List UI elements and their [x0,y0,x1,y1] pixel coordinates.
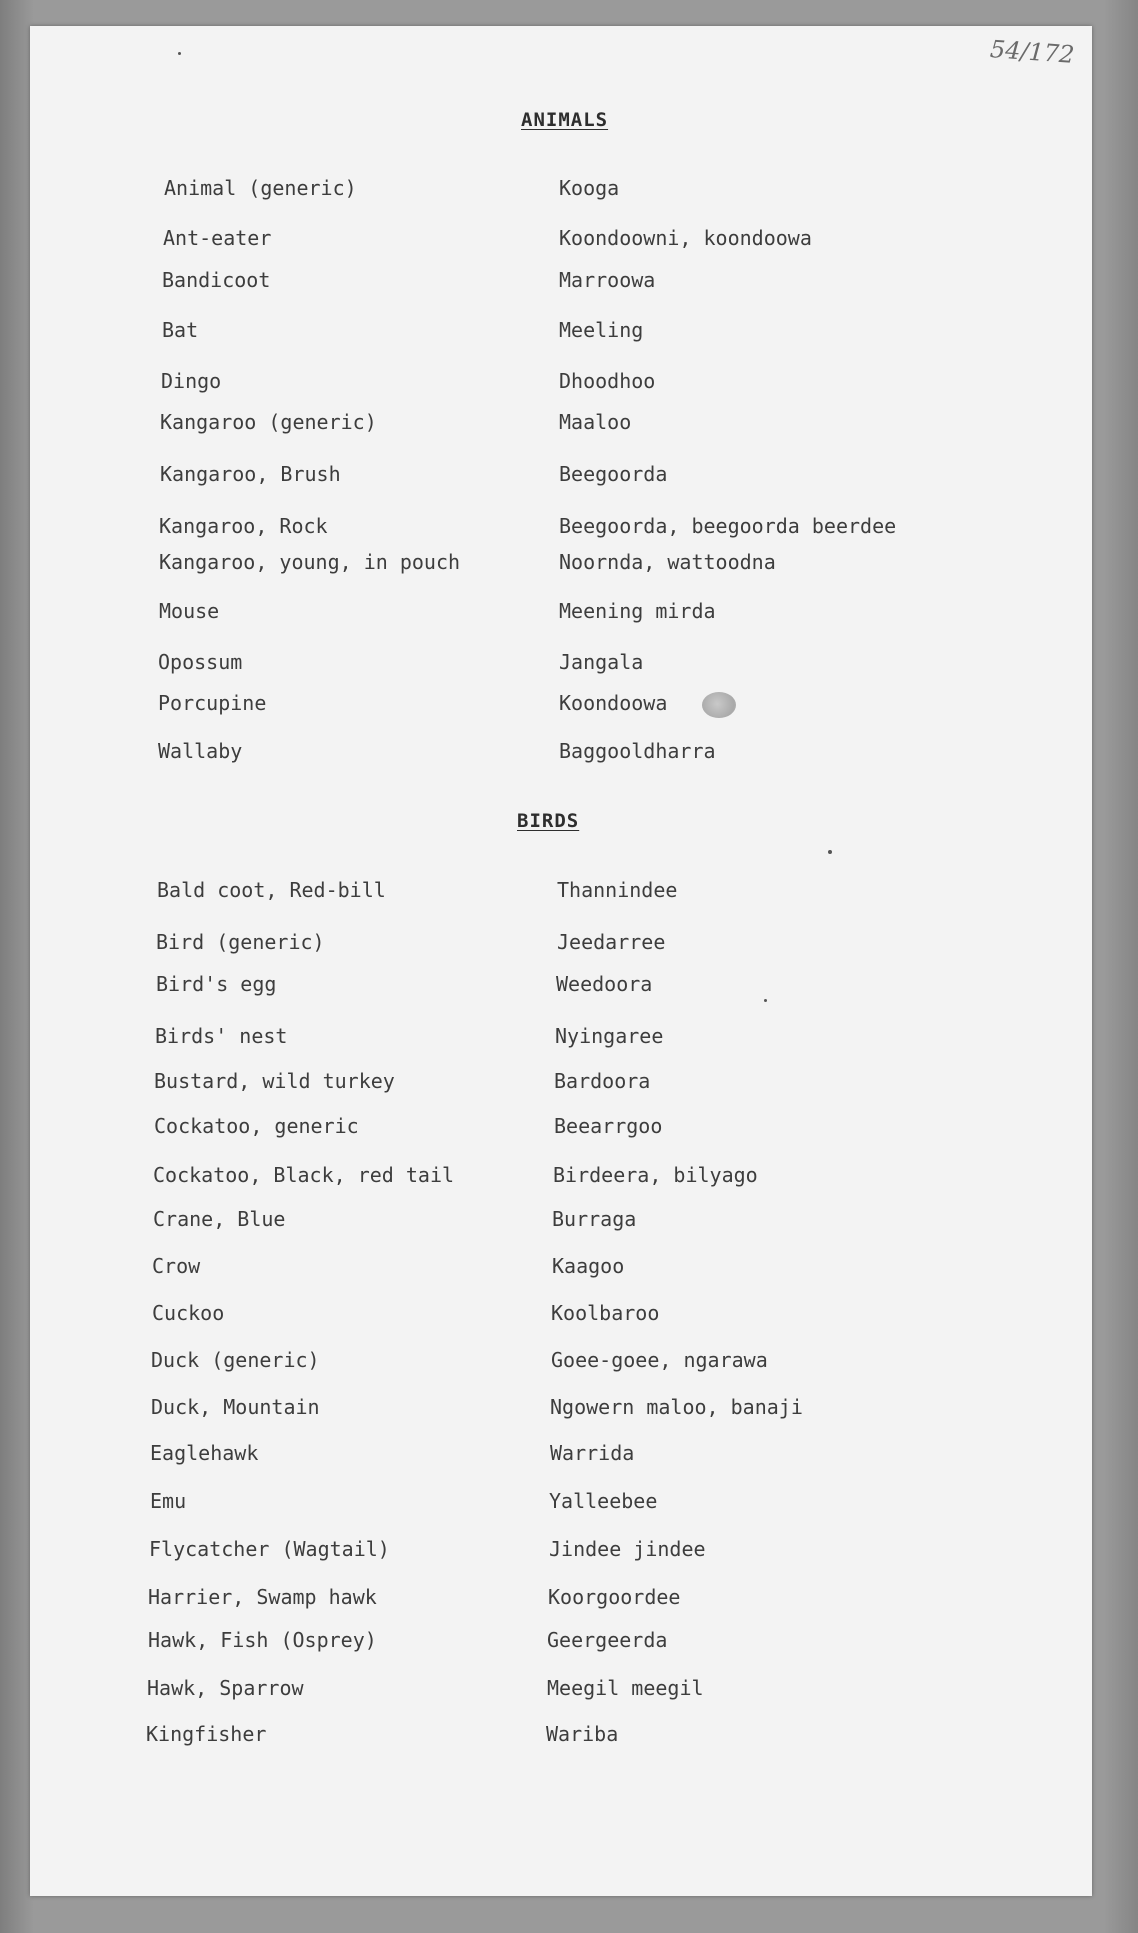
document-page [30,26,1092,1896]
aboriginal-term: Dhoodhoo [559,369,656,393]
folio-number: 54/172 [989,35,1076,69]
aboriginal-term: Beearrgoo [554,1114,663,1138]
section-heading-animals: ANIMALS [521,109,609,131]
aboriginal-term: Birdeera, bilyago [553,1163,758,1187]
list-item [30,1676,1092,1704]
english-term: Harrier, Swamp hawk [148,1585,377,1609]
aboriginal-term: Kooga [559,176,620,200]
list-item [30,1024,1092,1052]
english-term: Kangaroo, Rock [159,514,328,538]
list-item [30,268,1092,296]
english-term: Dingo [161,369,222,393]
list-item [30,1722,1092,1750]
list-item [30,1441,1092,1469]
aboriginal-term: Bardoora [554,1069,651,1093]
list-item [30,691,1092,719]
english-term: Cockatoo, Black, red tail [153,1163,455,1187]
english-term: Duck, Mountain [151,1395,320,1419]
english-term: Bustard, wild turkey [154,1069,395,1093]
english-term: Hawk, Sparrow [147,1676,304,1700]
english-term: Kangaroo (generic) [160,410,377,434]
english-term: Kangaroo, young, in pouch [159,550,461,574]
list-item [30,1585,1092,1613]
list-item [30,1254,1092,1282]
list-item [30,1301,1092,1329]
list-item [30,1207,1092,1235]
aboriginal-term: Noornda, wattoodna [559,550,776,574]
aboriginal-term: Yalleebee [549,1489,658,1513]
aboriginal-term: Nyingaree [555,1024,664,1048]
aboriginal-term: Goee-goee, ngarawa [551,1348,768,1372]
english-term: Duck (generic) [151,1348,320,1372]
list-item [30,176,1092,204]
aboriginal-term: Kaagoo [552,1254,625,1278]
english-term: Hawk, Fish (Osprey) [148,1628,377,1652]
list-item [30,739,1092,767]
english-term: Bat [162,318,199,342]
list-item [30,410,1092,438]
english-term: Emu [150,1489,187,1513]
list-item [30,599,1092,627]
english-term: Flycatcher (Wagtail) [149,1537,390,1561]
list-item [30,1537,1092,1565]
aboriginal-term: Jeedarree [557,930,666,954]
paper-speck [764,999,767,1002]
aboriginal-term: Koondoowa [559,691,668,715]
list-item [30,1395,1092,1423]
english-term: Kangaroo, Brush [160,462,341,486]
english-term: Crane, Blue [153,1207,286,1231]
english-term: Mouse [159,599,220,623]
section-heading-birds: BIRDS [517,810,580,832]
list-item [30,972,1092,1000]
english-term: Ant-eater [163,226,272,250]
aboriginal-term: Koorgoordee [548,1585,681,1609]
aboriginal-term: Meeling [559,318,644,342]
list-item [30,318,1092,346]
list-item [30,650,1092,678]
aboriginal-term: Jangala [559,650,644,674]
english-term: Cuckoo [152,1301,225,1325]
aboriginal-term: Maaloo [559,410,632,434]
list-item [30,462,1092,490]
list-item [30,1348,1092,1376]
aboriginal-term: Koolbaroo [551,1301,660,1325]
english-term: Wallaby [158,739,243,763]
list-item [30,1069,1092,1097]
aboriginal-term: Meegil meegil [547,1676,704,1700]
aboriginal-term: Beegoorda, beegoorda beerdee [559,514,897,538]
aboriginal-term: Jindee jindee [549,1537,706,1561]
english-term: Porcupine [158,691,267,715]
english-term: Opossum [158,650,243,674]
aboriginal-term: Marroowa [559,268,656,292]
list-item [30,550,1092,578]
list-item [30,514,1092,542]
aboriginal-term: Geergeerda [547,1628,668,1652]
english-term: Bird (generic) [156,930,325,954]
english-term: Bald coot, Red-bill [157,878,386,902]
english-term: Bandicoot [162,268,271,292]
english-term: Cockatoo, generic [154,1114,359,1138]
english-term: Birds' nest [155,1024,288,1048]
list-item [30,930,1092,958]
english-term: Kingfisher [146,1722,267,1746]
aboriginal-term: Ngowern maloo, banaji [550,1395,803,1419]
list-item [30,1163,1092,1191]
list-item [30,1489,1092,1517]
list-item [30,369,1092,397]
aboriginal-term: Beegoorda [559,462,668,486]
aboriginal-term: Weedoora [556,972,653,996]
list-item [30,1628,1092,1656]
list-item [30,1114,1092,1142]
paper-blemish [702,692,736,718]
aboriginal-term: Baggooldharra [559,739,716,763]
english-term: Animal (generic) [164,176,357,200]
paper-speck [178,52,181,55]
aboriginal-term: Wariba [546,1722,619,1746]
aboriginal-term: Burraga [552,1207,637,1231]
list-item [30,878,1092,906]
aboriginal-term: Thannindee [557,878,678,902]
list-item [30,226,1092,254]
paper-speck [828,850,832,854]
aboriginal-term: Warrida [550,1441,635,1465]
english-term: Crow [152,1254,201,1278]
english-term: Bird's egg [156,972,277,996]
aboriginal-term: Meening mirda [559,599,716,623]
english-term: Eaglehawk [150,1441,259,1465]
aboriginal-term: Koondoowni, koondoowa [559,226,812,250]
